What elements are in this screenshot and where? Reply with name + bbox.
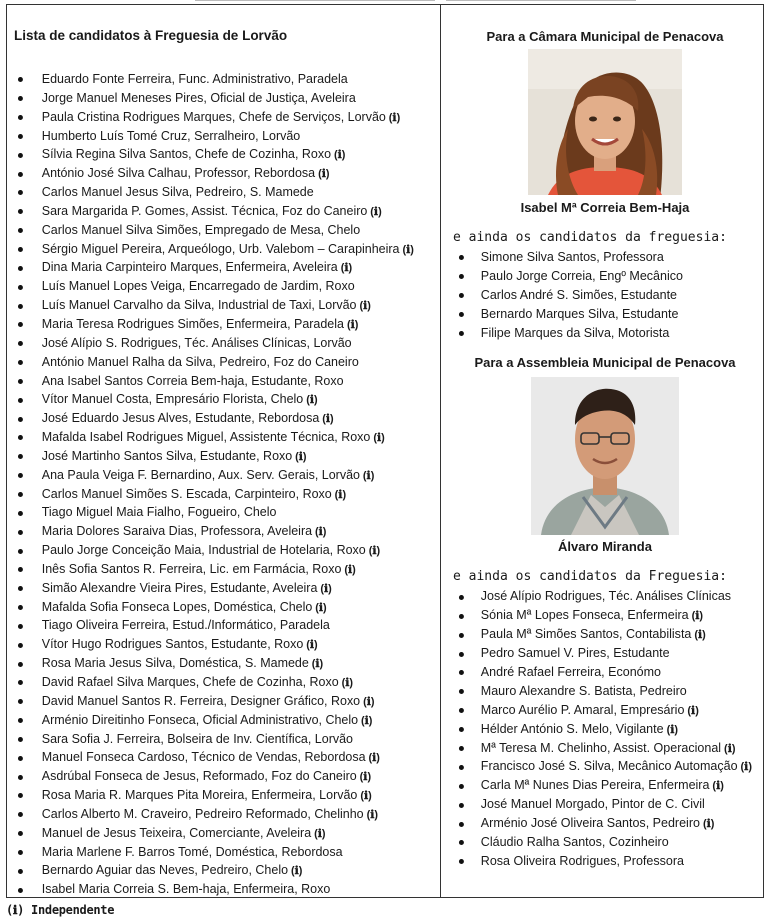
list-item	[14, 786, 434, 805]
candidate-text: António José Silva Calhau, Professor, Rebordosa	[41, 166, 316, 181]
list-item	[14, 108, 434, 127]
list-item	[14, 880, 434, 899]
independent-icon: (ℹ)	[691, 610, 704, 623]
candidate-text: Mauro Alexandre S. Batista, Pedreiro	[480, 683, 687, 698]
list-item	[14, 843, 434, 862]
candidate-text: Arménio José Oliveira Santos, Pedreiro	[480, 816, 700, 831]
list-item	[14, 334, 434, 353]
candidate-text: Mafalda Sofia Fonseca Lopes, Doméstica, Chelo	[41, 599, 313, 614]
candidate-text: Maria Dolores Saraiva Dias, Professora, Aveleira	[41, 524, 313, 539]
independent-icon: (ℹ)	[318, 168, 330, 181]
candidate-text: José Eduardo Jesus Alves, Estudante, Rebordosa	[41, 411, 320, 426]
list-item	[14, 861, 434, 880]
list-item	[14, 748, 434, 767]
candidate-text: Inês Sofia Santos R. Ferreira, Lic. em Farmácia, Roxo	[41, 561, 342, 576]
list-item	[447, 757, 761, 776]
right-column	[447, 27, 763, 871]
independent-icon: (ℹ)	[320, 582, 332, 595]
list-item	[447, 682, 761, 701]
candidate-text: Isabel Maria Correia S. Bem-haja, Enfermeira, Roxo	[41, 882, 331, 897]
candidate-text: Bernardo Aguiar das Neves, Pedreiro, Chelo	[41, 863, 289, 878]
candidate-text: Sónia Mª Lopes Fonseca, Enfermeira	[480, 608, 689, 623]
independent-icon: (ℹ)	[314, 827, 326, 840]
list-item	[14, 767, 434, 786]
list-item	[14, 221, 434, 240]
list-item	[14, 145, 434, 164]
list-item	[14, 353, 434, 372]
candidate-text: Maria Teresa Rodrigues Simões, Enfermeira, Paradela	[41, 316, 344, 331]
list-item	[14, 428, 434, 447]
list-item	[14, 372, 434, 391]
candidate-text: Mª Teresa M. Chelinho, Assist. Operacional	[480, 740, 722, 755]
candidate-text: Filipe Marques da Silva, Motorista	[480, 325, 670, 340]
independent-icon: (ℹ)	[341, 677, 354, 689]
list-item	[14, 824, 434, 843]
candidate-text: José Manuel Morgado, Pintor de C. Civil	[480, 797, 705, 812]
camara-others-heading: e ainda os candidatos da freguesia:	[453, 230, 727, 245]
list-item	[14, 503, 434, 522]
list-item	[14, 730, 434, 749]
list-item	[14, 654, 434, 673]
independent-icon: (ℹ)	[315, 526, 327, 539]
list-item	[447, 776, 761, 795]
independent-icon: (ℹ)	[334, 488, 347, 501]
independent-icon: (ℹ)	[362, 469, 375, 482]
list-item	[14, 616, 434, 635]
independent-icon: (ℹ)	[359, 771, 372, 784]
list-item	[14, 522, 434, 541]
candidate-text: Sara Sofia J. Ferreira, Bolseira de Inv. Científica, Lorvão	[41, 731, 353, 746]
independent-icon: (ℹ)	[340, 262, 353, 275]
candidate-text: Mafalda Isabel Rodrigues Miguel, Assistente Técnica, Roxo	[41, 430, 371, 445]
independent-icon: (ℹ)	[344, 563, 356, 576]
list-item	[447, 720, 761, 739]
independent-icon: (ℹ)	[359, 300, 371, 313]
candidate-text: Hélder António S. Melo, Vigilante	[480, 721, 664, 736]
list-item	[447, 625, 761, 644]
candidate-text: Ana Paula Veiga F. Bernardino, Aux. Serv. Gerais, Lorvão	[41, 467, 360, 482]
candidate-text: Sílvia Regina Silva Santos, Chefe de Cozinha, Roxo	[41, 147, 332, 162]
candidate-text: Paulo Jorge Correia, Engº Mecânico	[480, 268, 683, 283]
candidate-text: Vítor Hugo Rodrigues Santos, Estudante, Roxo	[41, 637, 304, 652]
list-item	[14, 598, 434, 617]
independent-icon: (ℹ)	[322, 413, 334, 426]
list-item	[447, 852, 761, 871]
list-item	[14, 70, 434, 89]
independent-icon: (ℹ)	[315, 601, 327, 614]
candidate-text: David Manuel Santos R. Ferreira, Designer Gráfico, Roxo	[41, 693, 361, 708]
candidate-text: André Rafael Ferreira, Económo	[480, 665, 662, 680]
list-item	[447, 267, 761, 286]
candidate-text: Arménio Direitinho Fonseca, Oficial Administrativo, Chelo	[41, 712, 359, 727]
candidate-text: Rosa Oliveira Rodrigues, Professora	[480, 853, 684, 868]
independent-icon: (ℹ)	[306, 639, 318, 652]
list-item	[14, 390, 434, 409]
independent-icon: (ℹ)	[334, 149, 346, 162]
candidate-text: Manuel de Jesus Teixeira, Comerciante, Aveleira	[41, 825, 312, 840]
list-item	[447, 833, 761, 852]
candidate-text: Carlos André S. Simões, Estudante	[480, 287, 678, 302]
list-item	[447, 701, 761, 720]
candidate-text: Simone Silva Santos, Professora	[480, 250, 664, 264]
independent-icon: (ℹ)	[702, 818, 715, 831]
candidate-text: Pedro Samuel V. Pires, Estudante	[480, 646, 670, 661]
list-item	[14, 485, 434, 504]
candidate-text: Tiago Miguel Maia Fialho, Fogueiro, Chelo	[41, 505, 277, 520]
candidate-text: Sara Margarida P. Gomes, Assist. Técnica, Foz do Caneiro	[41, 203, 368, 218]
list-item	[14, 447, 434, 466]
footnote-label: Independente	[31, 903, 115, 917]
camara-title: Para a Câmara Municipal de Penacova	[486, 29, 724, 44]
freguesia-list-title: Lista de candidatos à Freguesia de Lorvão	[14, 28, 288, 43]
list-item	[14, 409, 434, 428]
list-item	[14, 164, 434, 183]
candidate-text: Carlos Alberto M. Craveiro, Pedreiro Reformado, Chelinho	[41, 806, 364, 821]
top-edge	[0, 0, 772, 3]
candidate-text: Ana Isabel Santos Correia Bem-haja, Estudante, Roxo	[41, 373, 344, 388]
list-item	[447, 587, 761, 606]
independent-icon: (ℹ)	[346, 318, 359, 331]
independent-icon: (ℹ)	[311, 658, 324, 671]
freguesia-candidate-list	[14, 70, 438, 899]
list-item	[14, 805, 434, 824]
list-item	[447, 324, 761, 343]
candidate-text: Humberto Luís Tomé Cruz, Serralheiro, Lorvão	[41, 128, 301, 143]
independent-icon: (ℹ)	[291, 865, 303, 878]
candidate-text: Dina Maria Carpinteiro Marques, Enfermeira, Aveleira	[41, 260, 338, 275]
candidate-text: Carla Mª Nunes Dias Pereira, Enfermeira	[480, 778, 710, 793]
independent-icon: (ℹ)	[6, 903, 25, 917]
candidate-text: Sérgio Miguel Pereira, Arqueólogo, Urb. Valebom – Carapinheira	[41, 241, 400, 256]
independent-icon: (ℹ)	[388, 111, 401, 124]
footnote	[6, 903, 114, 917]
independent-icon: (ℹ)	[687, 704, 699, 717]
list-item	[447, 644, 761, 663]
list-item	[447, 795, 761, 814]
independent-icon: (ℹ)	[373, 432, 385, 445]
assembleia-title: Para a Assembleia Municipal de Penacova	[474, 355, 736, 371]
candidate-text: Rosa Maria R. Marques Pita Moreira, Enfermeira, Lorvão	[41, 788, 358, 803]
candidate-text: Eduardo Fonte Ferreira, Func. Administrativo, Paradela	[41, 72, 348, 86]
candidates-table	[6, 4, 764, 898]
list-item	[14, 240, 434, 259]
candidate-text: Paula Mª Simões Santos, Contabilista	[480, 627, 692, 642]
candidate-text: Maria Marlene F. Barros Tomé, Doméstica, Rebordosa	[41, 844, 343, 859]
independent-icon: (ℹ)	[712, 780, 724, 793]
list-item	[447, 606, 761, 625]
candidate-text: Marco Aurélio P. Amaral, Empresário	[480, 702, 685, 717]
independent-icon: (ℹ)	[360, 790, 372, 803]
list-item	[447, 305, 761, 324]
list-item	[14, 673, 434, 692]
candidate-text: Jorge Manuel Meneses Pires, Oficial de Justiça, Aveleira	[41, 90, 356, 105]
list-item	[14, 89, 434, 108]
list-item	[14, 258, 434, 277]
list-item	[14, 202, 434, 221]
candidate-text: António Manuel Ralha da Silva, Pedreiro, Foz do Caneiro	[41, 354, 359, 369]
independent-icon: (ℹ)	[402, 243, 414, 256]
list-item	[14, 315, 434, 334]
candidate-text: Vítor Manuel Costa, Empresário Florista, Chelo	[41, 392, 304, 407]
assembleia-others-heading: e ainda os candidatos da Freguesia:	[453, 569, 727, 585]
independent-icon: (ℹ)	[666, 723, 679, 736]
independent-icon: (ℹ)	[306, 394, 318, 407]
list-item	[14, 296, 434, 315]
assembleia-candidate-photo	[531, 377, 679, 535]
candidate-text: Paulo Jorge Conceição Maia, Industrial de Hotelaria, Roxo	[41, 543, 366, 558]
list-item	[14, 466, 434, 485]
list-item	[14, 560, 434, 579]
candidate-text: Carlos Manuel Silva Simões, Empregado de Mesa, Chelo	[41, 222, 361, 237]
candidate-text: Paula Cristina Rodrigues Marques, Chefe de Serviços, Lorvão	[41, 109, 386, 124]
list-item	[447, 814, 761, 833]
list-item	[14, 183, 434, 202]
independent-icon: (ℹ)	[740, 761, 752, 774]
list-item	[447, 739, 761, 758]
candidate-text: Cláudio Ralha Santos, Cozinheiro	[480, 835, 669, 850]
list-item	[14, 692, 434, 711]
assembleia-candidate-name: Álvaro Miranda	[558, 539, 652, 555]
independent-icon: (ℹ)	[361, 714, 373, 727]
list-item	[14, 541, 434, 560]
candidate-text: Luís Manuel Lopes Veiga, Encarregado de Jardim, Roxo	[41, 279, 355, 294]
list-item	[14, 127, 434, 146]
candidate-text: Simão Alexandre Vieira Pires, Estudante, Aveleira	[41, 580, 318, 595]
independent-icon: (ℹ)	[295, 450, 307, 463]
candidate-text: José Alípio S. Rodrigues, Téc. Análises Clínicas, Lorvão	[41, 335, 352, 350]
column-divider	[440, 5, 441, 897]
candidate-text: David Rafael Silva Marques, Chefe de Cozinha, Roxo	[41, 675, 339, 689]
list-item	[14, 277, 434, 296]
candidate-text: José Martinho Santos Silva, Estudante, Roxo	[41, 448, 293, 463]
candidate-text: Luís Manuel Carvalho da Silva, Industrial de Taxi, Lorvão	[41, 298, 357, 313]
independent-icon: (ℹ)	[368, 545, 381, 558]
independent-icon: (ℹ)	[363, 695, 375, 708]
list-item	[447, 248, 761, 267]
independent-icon: (ℹ)	[694, 629, 706, 642]
list-item	[447, 286, 761, 305]
candidate-text: Tiago Oliveira Ferreira, Estud./Informático, Paradela	[41, 618, 330, 633]
candidate-text: Manuel Fonseca Cardoso, Técnico de Vendas, Rebordosa	[41, 750, 366, 765]
camara-candidate-name: Isabel Mª Correia Bem-Haja	[520, 200, 690, 215]
camara-candidate-photo	[528, 49, 682, 195]
list-item	[14, 711, 434, 730]
independent-icon: (ℹ)	[370, 205, 382, 218]
camara-others-list	[447, 248, 763, 342]
candidate-text: Asdrúbal Fonseca de Jesus, Reformado, Foz do Caneiro	[41, 769, 357, 784]
independent-icon: (ℹ)	[724, 742, 736, 755]
independent-icon: (ℹ)	[366, 808, 378, 821]
candidate-text: Rosa Maria Jesus Silva, Doméstica, S. Mamede	[41, 656, 309, 671]
assembleia-others-list	[447, 587, 763, 870]
candidate-text: José Alípio Rodrigues, Téc. Análises Clínicas	[480, 589, 732, 604]
candidate-text: Carlos Manuel Jesus Silva, Pedreiro, S. Mamede	[41, 185, 314, 200]
candidate-text: Carlos Manuel Simões S. Escada, Carpinteiro, Roxo	[41, 486, 332, 501]
left-column	[14, 25, 438, 899]
list-item	[14, 579, 434, 598]
candidate-text: Bernardo Marques Silva, Estudante	[480, 306, 679, 321]
list-item	[14, 635, 434, 654]
candidate-text: Francisco José S. Silva, Mecânico Automação	[480, 759, 738, 774]
independent-icon: (ℹ)	[368, 752, 380, 765]
list-item	[447, 663, 761, 682]
